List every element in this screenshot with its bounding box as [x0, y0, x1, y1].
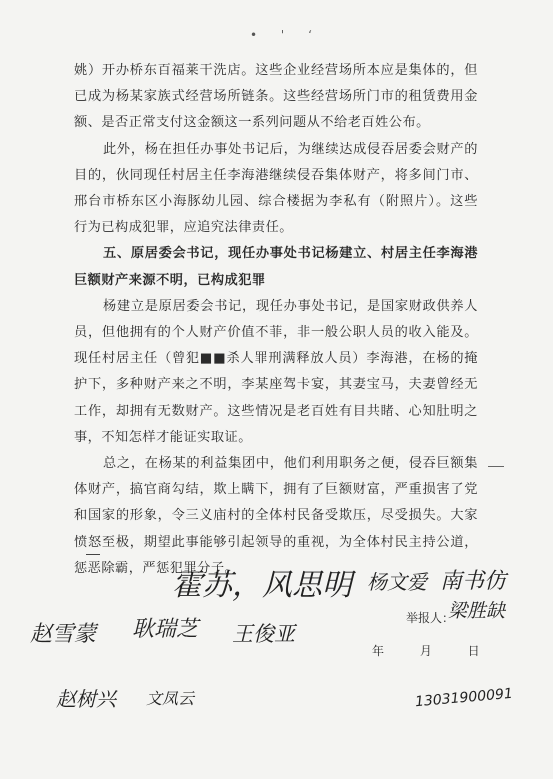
signature-3: 南书仿 [440, 569, 507, 594]
signature-7: 王俊亚 [232, 622, 295, 646]
section-heading: 五、原居委会书记，现任办事处书记杨建立、村居主任李海港巨额财产来源不明，已构成犯罪 [74, 246, 478, 288]
signature-5: 赵雪蒙 [30, 622, 97, 647]
edge-stroke [488, 466, 504, 467]
signature-2: 杨文爱 [367, 570, 427, 594]
top-marks: • ' ‘ [250, 28, 322, 42]
paragraph: 杨建立是原居委会书记，现任办事处书记，是国家财政供养人员，但他拥有的个人财产价值不菲，非一般公职人员的收入能及。现任村居主任（曾犯■■杀人罪刑满释放人员）李海港，在杨的掩护下，多种财产来之不明，李某座驾卡宴，其妻宝马，夫妻曾经无工作，却拥有无数财产。这些情况是老百姓有目共睹、心知肚明之事，不知怎样才能证实取证。 [74, 298, 478, 445]
signature-9: 文凤云 [146, 689, 195, 708]
document-body [74, 58, 478, 582]
paragraph: 此外，杨在担任办事处书记后，为继续达成侵吞居委会财产的目的，伙同现任村居主任李海港继续侵吞集体财产，将多间门市、邢台市桥东区小海豚幼儿园、综合楼据为李私有（附照片）。这些行为已构成犯罪，应追究法律责任。 [74, 141, 478, 236]
phone-number: 13031900091 [414, 685, 514, 711]
signature-1: 霍苏，风思明 [172, 568, 352, 603]
reporter-label: 举报人： [406, 611, 455, 625]
signature-8: 赵树兴 [56, 687, 116, 711]
paragraph: 姚）开办桥东百福莱干洗店。这些企业经营场所本应是集体的，但已成为杨某家族式经营场所链条。这些经营场所门市的租赁费用金额、是否正常支付这金额这一系列问题从不给老百姓公布。 [74, 63, 478, 131]
paragraph: 总之，在杨某的利益集团中，他们利用职务之便，侵吞巨额集体财产，搞官商勾结，欺上瞒下，拥有了巨额财富，严重损害了党和国家的形象，令三义庙村的全体村民备受欺压，尽受损失。大家愤怒至极，期望此事能够引起领导的重视，为全体村民主持公道，惩恶除霸，严惩犯罪分子。 [74, 456, 478, 576]
date-line: 年 月 日 [372, 644, 496, 658]
dash-mark [86, 554, 100, 555]
signature-6: 耿瑞芝 [132, 617, 199, 642]
signature-4: 梁胜缺 [448, 600, 506, 622]
